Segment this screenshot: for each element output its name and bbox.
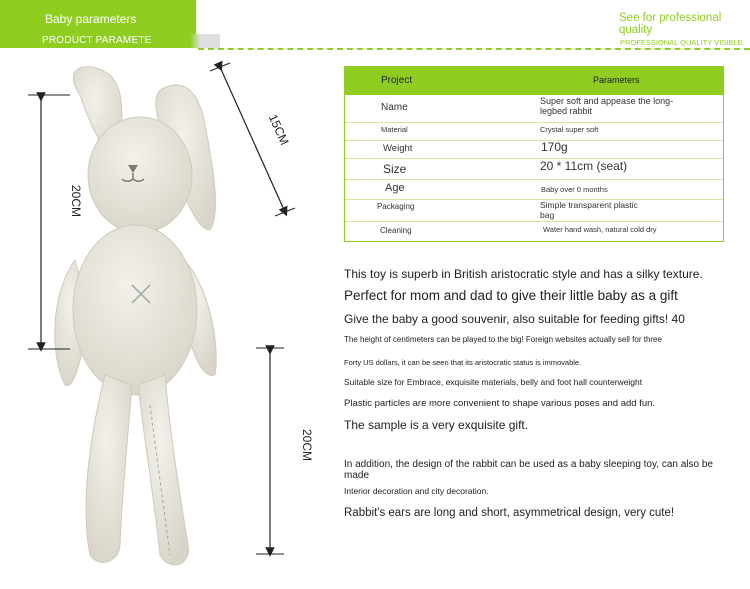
param-value: Crystal super soft — [540, 125, 599, 134]
description-line: In addition, the design of the rabbit can be used as a baby sleeping toy, can also be made — [344, 459, 713, 481]
param-value: Super soft and appease the long-legbed rabbit — [540, 96, 674, 116]
description-line: Plastic particles are more convenient to shape various poses and add fun. — [344, 398, 656, 409]
bunny-leg-right — [138, 375, 188, 565]
table-row — [345, 221, 723, 240]
description-line: Forty US dollars, it can be seen that its aristocratic status is immovable. — [344, 358, 582, 367]
description-line: This toy is superb in British aristocratic style and has a silky texture. — [344, 267, 703, 281]
param-value: Baby over 0 months — [541, 185, 608, 194]
table-row — [345, 140, 723, 159]
header-subtitle: PRODUCT PARAMETE — [42, 35, 152, 46]
parameter-table — [344, 66, 724, 242]
param-name: Name — [381, 102, 408, 113]
bunny-leg-left — [86, 375, 132, 562]
table-row — [345, 158, 723, 180]
table-row — [345, 179, 723, 200]
param-value: Simple transparent plastic bag — [540, 200, 638, 220]
table-row — [345, 95, 723, 123]
description-line: Suitable size for Embrace, exquisite materials, belly and foot hall counterweight — [344, 377, 643, 387]
table-header-parameters: Parameters — [593, 75, 640, 85]
param-name: Cleaning — [380, 226, 412, 235]
description-line: Rabbit's ears are long and short, asymmetrical design, very cute! — [344, 507, 675, 519]
param-name: Weight — [383, 143, 413, 154]
table-row — [345, 199, 723, 222]
description-line: Interior decoration and city decoration. — [344, 486, 489, 496]
table-header-project: Project — [381, 75, 413, 86]
description-line: The sample is a very exquisite gift. — [344, 418, 529, 432]
description-line: Perfect for mom and dad to give their little baby as a gift — [344, 288, 678, 303]
param-value: Water hand wash, natural cold dry — [543, 225, 657, 234]
description-line: Give the baby a good souvenir, also suitable for feeding gifts! 40 — [344, 312, 685, 326]
header-right-subtitle: PROFESSIONAL QUALITY VISIBLE — [620, 38, 743, 47]
param-value: 170g — [541, 140, 568, 154]
bunny-illustration — [20, 55, 320, 585]
bunny-body — [73, 225, 197, 395]
table-row — [345, 122, 723, 141]
param-name: Packaging — [377, 202, 415, 211]
param-name: Size — [383, 162, 407, 176]
leg-measure-label: 20CM — [300, 429, 314, 462]
header-title: Baby parameters — [45, 12, 137, 26]
body-measure-label: 20CM — [69, 185, 83, 218]
dashed-divider — [198, 48, 750, 50]
ear-measure-line — [220, 67, 285, 212]
header-right-title: See for professional quality — [619, 12, 722, 36]
bunny-head — [88, 117, 192, 233]
param-name: Age — [385, 182, 405, 194]
description-line: The height of centimeters can be played to the big! Foreign websites actually sell for three — [344, 335, 662, 344]
param-name: Material — [381, 125, 408, 134]
param-value: 20 * 11cm (seat) — [540, 159, 628, 173]
ear-measure-label: 15CM — [265, 112, 292, 148]
